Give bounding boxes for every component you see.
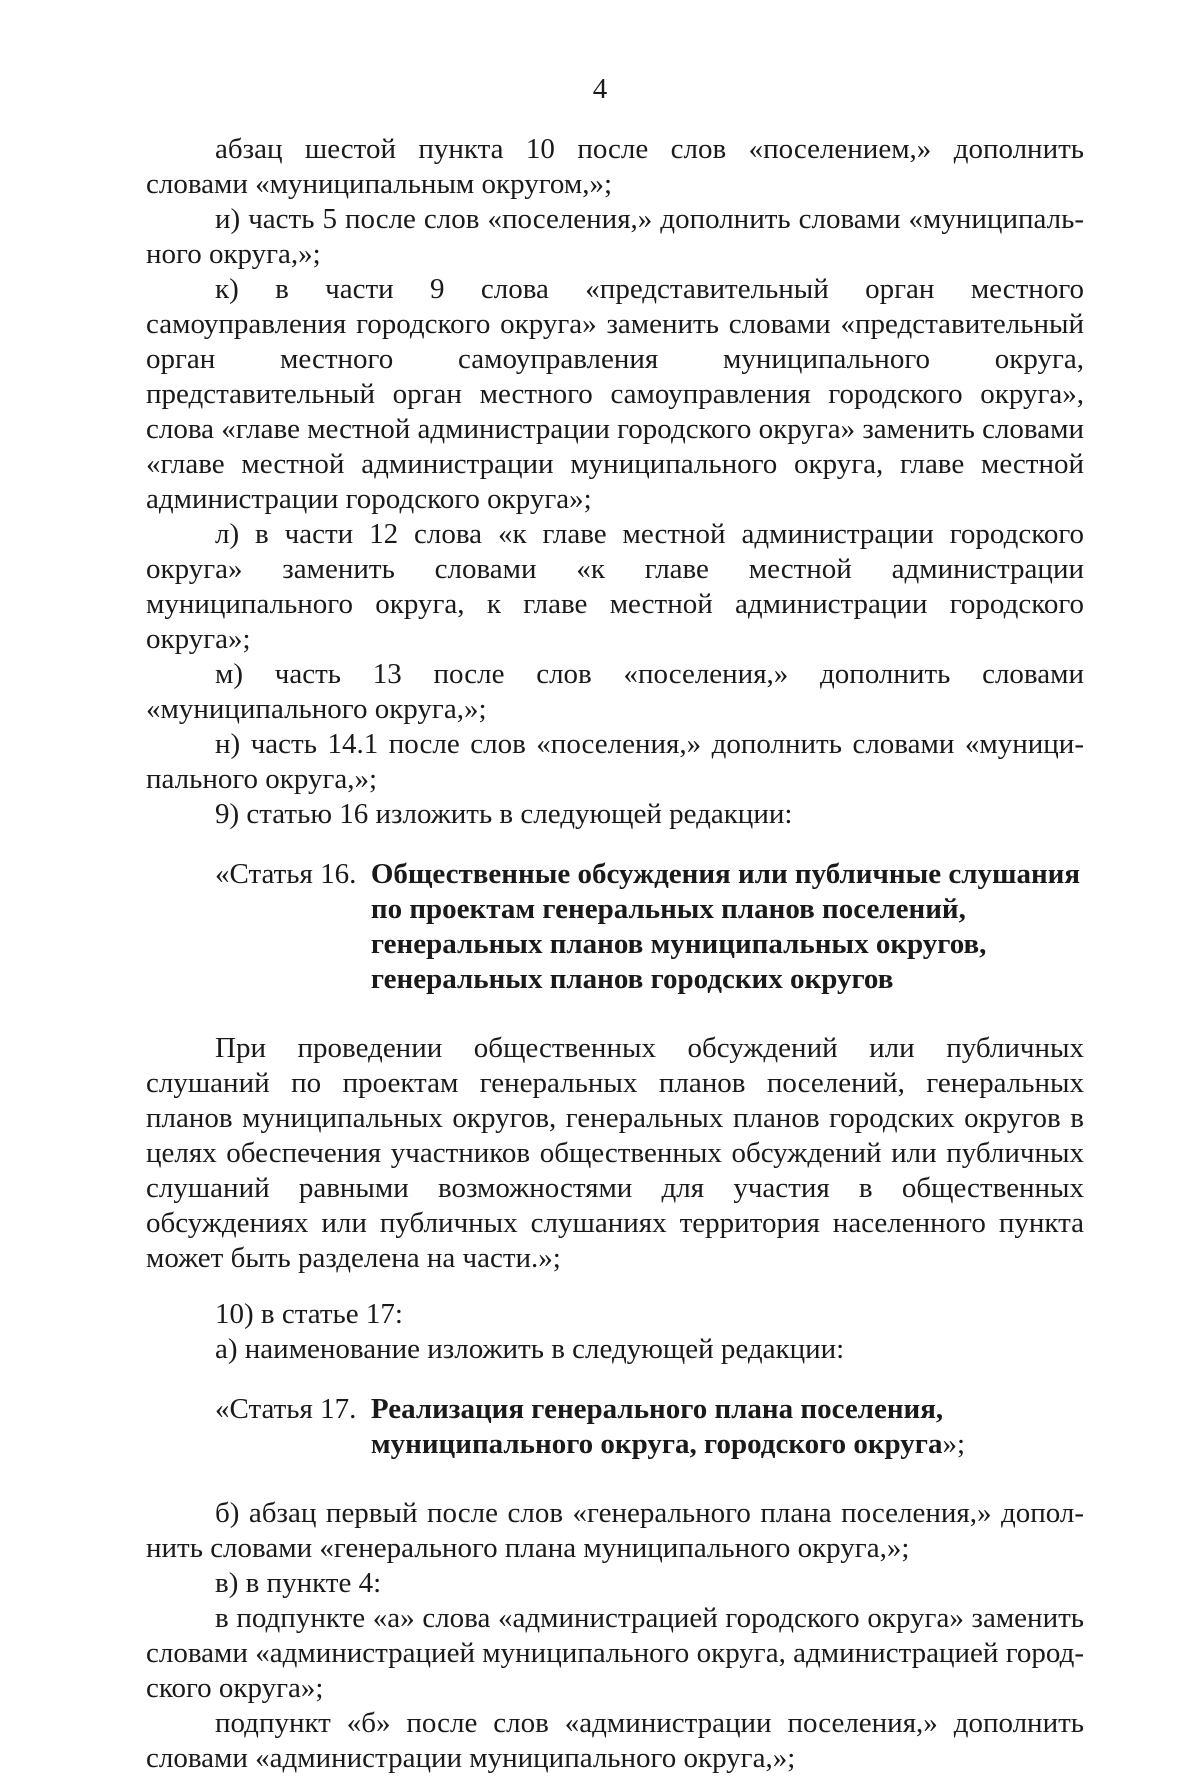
paragraph-item-b: б) абзац первый после слов «генерального плана поселения,» дополнить словами «генерального плана муниципального округа,»; [146,1497,1084,1564]
spacer [146,1367,1084,1392]
document-body [146,132,1084,1776]
spacer [146,997,1084,1031]
paragraph-item-v: в) в пункте 4: [215,1567,382,1599]
paragraph-item-9: 9) статью 16 изложить в следующей редакции: [215,798,793,830]
paragraph-subitem-a: в подпункте «а» слова «администрацией городского округа» заменить словами «администрацией муниципального округа, администрацией городского округа»; [146,1602,1084,1704]
article-17-heading [146,1392,1084,1462]
paragraph-paragraph-six: абзац шестой пункта 10 после слов «поселением,» дополнить словами «муниципальным округом,»; [146,133,1084,200]
spacer [146,1462,1084,1496]
article-16-heading [146,857,1084,997]
paragraph-article-16-body: При проведении общественных обсуждений или публичных слушаний по проектам генеральных планов поселений, генеральных планов муниципальных округов, генеральных планов городских округов в целях обеспечения участников общественных обсуждений или публичных слушаний равными возможностями для участия в общественных обсуждениях или публичных слушаниях территория населенного пункта может быть разделена на части.»; [146,1032,1084,1274]
article-16-label: «Статья 16. [215,858,371,890]
spacer [146,1276,1084,1297]
article-16-title [371,857,1080,997]
article-17-label: «Статья 17. [215,1393,371,1425]
article-16-title-line: генеральных планов муниципальных округов, [370,928,987,960]
article-17-title-line-last [371,1427,965,1462]
paragraph-item-a: а) наименование изложить в следующей редакции: [215,1333,845,1365]
spacer [146,832,1084,857]
article-17-suffix: »; [942,1428,966,1460]
paragraph-subitem-b: подпункт «б» после слов «администрации поселения,» дополнить словами «администрации муниципального округа,»; [146,1707,1084,1774]
paragraph-item-m: м) часть 13 после слов «поселения,» дополнить словами «муниципального округа,»; [146,658,1084,725]
article-17-title [371,1392,965,1462]
article-17-title-line: Реализация генерального плана поселения, [370,1393,944,1425]
article-16-title-line: генеральных планов городских округов [370,963,894,995]
article-16-title-line: по проектам генеральных планов поселений, [370,893,966,925]
article-17-title-line-text: муниципального округа, городского округа [370,1428,943,1460]
article-16-title-line: Общественные обсуждения или публичные слушания [370,858,1081,890]
paragraph-item-i: и) часть 5 после слов «поселения,» дополнить словами «муниципального округа,»; [146,203,1084,270]
paragraph-item-10: 10) в статье 17: [215,1298,403,1330]
paragraph-item-k: к) в части 9 слова «представительный орган местного самоуправления городского округа» заменить словами «представительный орган местного самоуправления муниципального округа, представительный орган местного самоуправления городского округа», слова «главе местной администрации городского округа» заменить словами «главе местной администрации муниципального округа, главе местной администрации городского округа»; [146,273,1084,515]
page-number: 4 [592,73,608,105]
paragraph-item-l: л) в части 12 слова «к главе местной администрации городского округа» заменить словами «к главе местной администрации муниципального округа, к главе местной администрации городского округа»; [146,518,1084,655]
paragraph-item-n: н) часть 14.1 после слов «поселения,» дополнить словами «муниципального округа,»; [146,728,1084,795]
